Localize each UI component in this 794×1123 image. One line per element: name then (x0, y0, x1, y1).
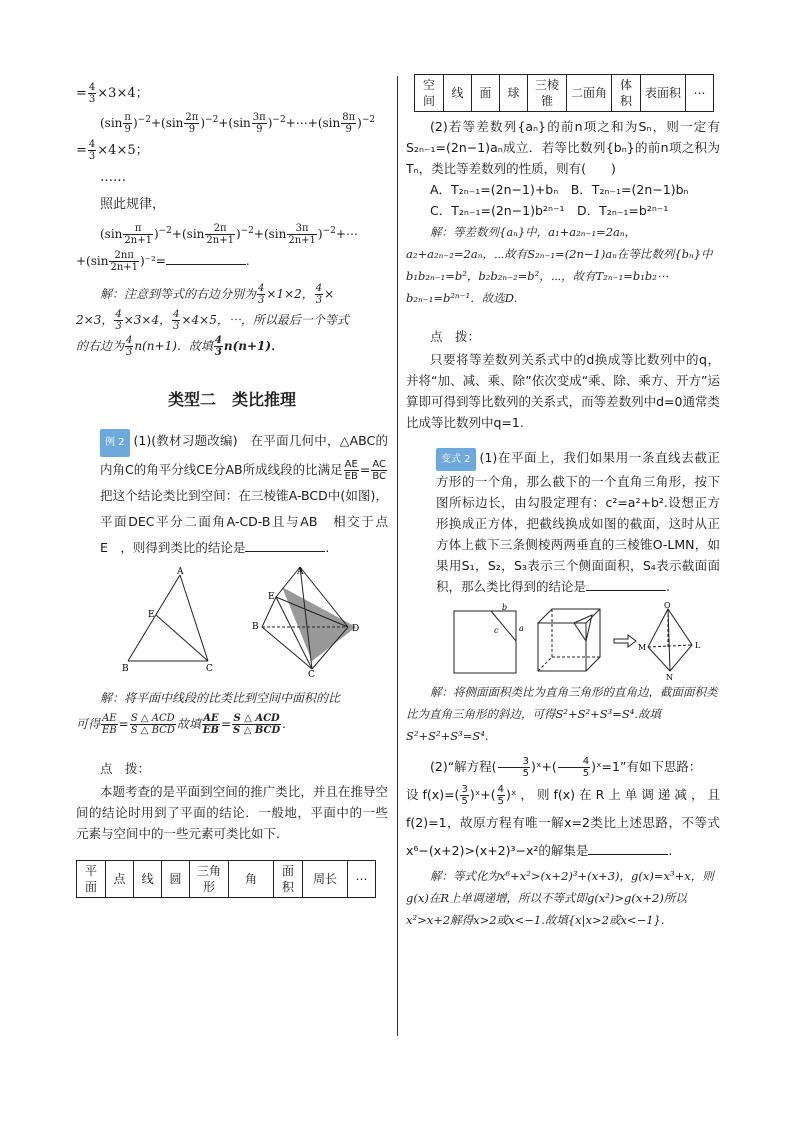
arrow-icon (614, 635, 636, 647)
label-a-tet: A (297, 567, 304, 577)
variant-2-part-2b: 设f(x)=( $\frac{3}{5}$ )ˣ+( $\frac{4}{5}$ )ˣ，则f(x)在R上单调递减，且f(2)=1，故原方程有唯一解x=2类比上述思路，不等式x⁶−(x+2)>(x+2)³−x²的解集是 . (406, 784, 720, 858)
variant-badge: 变式 2 (436, 448, 476, 471)
cell: 面积 (274, 861, 303, 898)
label-n: N (666, 673, 673, 681)
label-e: E (148, 610, 155, 620)
cell: ⋯ (686, 75, 714, 112)
cell: 点 (106, 861, 134, 898)
options-cd (430, 200, 720, 221)
label-a: A (177, 567, 184, 577)
option-b: B．T₂ₙ₋₁=(2n−1)bₙ (570, 182, 689, 197)
rule-text: 照此规律， (100, 197, 166, 212)
solution-5: 可得 $\frac{AE}{EB}$ = $\frac{\text{S △ ACD}}{\text{S △ BCD}}$ 故填 $\frac{AE}{EB}$ = $\frac{\text{S △ ACD}}{\text{S △ BCD}}$ . (76, 713, 286, 736)
section-title: 类型二 类比推理 (167, 390, 296, 409)
tetrahedron-abcd (262, 567, 356, 669)
variant-2-part-2: (2)“解方程( $\frac{3}{5}$ )ˣ+( $\frac{4}{5}$ )ˣ=1”有如下思路： (430, 756, 702, 779)
answer-blank-2 (245, 539, 325, 552)
cell: 三角形 (190, 861, 229, 898)
answer-blank-3 (586, 578, 666, 591)
solution-2: 2×3， $\frac{4}{3}$ ×3×4， $\frac{4}{3}$ ×4×5，⋯，所以最后一个等式 (76, 309, 349, 332)
cell: 线 (134, 861, 162, 898)
solution-variant-1: 解：将侧面面积类比为直角三角形的直角边，截面面积类比为直角三角形的斜边，可得S²+S²+S³=S⁴.故填S²+S²+S³=S⁴. (406, 685, 718, 743)
cell: 平面 (77, 861, 106, 898)
label-a-sq: a (519, 624, 524, 633)
cube-figure (538, 609, 600, 671)
cell: 体积 (612, 75, 641, 112)
label-l: L (695, 641, 701, 650)
hint-label: 点 拨： (100, 761, 151, 776)
space-table (414, 74, 714, 112)
eq-line-2: (sin $\frac{\pi}{9}$ )$^{-2}$+(sin $\frac{2\pi}{9}$ )$^{-2}$+(sin $\frac{3\pi}{9}$ )$^{-2}$+⋯+(sin $\frac{8\pi}{9}$ )$^{-2}$ (100, 112, 376, 135)
eq-line-5: +(sin $\frac{2n\pi}{2n+1}$ )⁻²= . (76, 250, 250, 273)
figures-row (76, 565, 388, 677)
eq-line-1: = $\frac{4}{3}$ ×3×4； (76, 82, 149, 105)
ellipsis: …… (100, 170, 126, 185)
column-divider (397, 76, 398, 1036)
answer-blank-4 (588, 842, 668, 855)
variant-2: 变式 2 (1)在平面上，我们如果用一条直线去截正方形的一个角，那么截下的一个直角三角形，按下图所标边长，由勾股定理有：c²=a²+b².设想正方形换成正方体，把截线换成如图的截面，这时从正方体上截下三条侧棱两两垂直的三棱锥O-LMN，如果用S₁，S₂，S₃表示三个侧面面积，S₄表示截面面积，那么类比得到的结论是 . (436, 450, 720, 594)
solution-variant-2: 解：等式化为x⁶+x²>(x+2)³+(x+3)，g(x)=x³+x，则g(x)在R上单调递增，所以不等式即g(x²)>g(x+2)所以x²>x+2解得x>2或x<−1.故填{x|x>2或x<−1}. (406, 869, 714, 927)
triangle-figures (76, 565, 388, 677)
hint-right: 只要将等差数列关系式中的d换成等比数列中的q，并将“加、减、乘、除”依次变成“乘、除、乘方、开方”运算即可得到等比数列的关系式，而等差数列中d=0通常类比成等比数列中q=1. (406, 352, 720, 430)
example-badge: 例 2 (100, 429, 130, 457)
plane-table (76, 860, 376, 898)
option-c: C．T₂ₙ₋₁=(2n−1)b²ⁿ⁻¹ (430, 203, 565, 218)
right-column (406, 74, 720, 931)
hint-label-right: 点 拨： (430, 329, 481, 344)
label-b-tet: B (252, 622, 259, 632)
label-e-tet: E (268, 592, 275, 602)
cell: ⋯ (348, 861, 376, 898)
solution-3: 的右边为 $\frac{4}{3}$ n(n+1)．故填 $\frac{4}{3}$ n(n+1)． (76, 335, 284, 358)
cell: 圆 (162, 861, 190, 898)
label-m: M (638, 643, 647, 652)
solution-1: 解：注意到等式的右边分别为 $\frac{4}{3}$ ×1×2， $\frac{4}{3}$ × (100, 283, 335, 306)
cell: 角 (229, 861, 274, 898)
solution-q2: 解：等差数列{aₙ}中，a₁+a₂ₙ₋₁=2aₙ，a₂+a₂ₙ₋₂=2aₙ，⋯故有S₂ₙ₋₁=(2n−1)aₙ在等比数列{bₙ}中b₁b₂ₙ₋₁=b²，b₂b₂ₙ₋₂=b²，⋯，故有T₂ₙ₋₁=b₁b₂⋯b₂ₙ₋₁=b²ⁿ⁻¹．故选D. (406, 225, 713, 305)
eq-line-3: = $\frac{4}{3}$ ×4×5； (76, 139, 149, 162)
cell: 二面角 (567, 75, 612, 112)
question-2: (2)若等差数列{aₙ}的前n项之和为Sₙ，则一定有S₂ₙ₋₁=(2n−1)aₙ成立．若等比数列{bₙ}的前n项之积为Tₙ，类比等差数列的性质，则有( ) (406, 119, 720, 176)
cell: 面 (472, 75, 500, 112)
solution-4: 解：将平面中线段的比类比到空间中面积的比 (100, 691, 341, 705)
label-o: O (664, 601, 671, 610)
variant-figures (406, 601, 720, 681)
answer-blank (166, 252, 246, 265)
cell: 三棱锥 (528, 75, 567, 112)
cell: 空间 (415, 75, 444, 112)
square-figure (454, 611, 516, 673)
label-c: C (206, 664, 213, 674)
square-cube-figures (406, 601, 720, 681)
option-d: D．T₂ₙ₋₁=b²ⁿ⁻¹ (577, 203, 669, 218)
eq-line-4: (sin $\frac{\pi}{2n+1}$ )$^{-2}$+(sin $\frac{2\pi}{2n+1}$ )$^{-2}$+(sin $\frac{3\pi}{2n+1}$ )$^{-2}$+⋯ (100, 223, 358, 246)
cell: 球 (500, 75, 528, 112)
left-column (76, 80, 388, 898)
label-c-sq: c (494, 626, 499, 635)
cell: 周长 (303, 861, 348, 898)
label-b: B (122, 664, 129, 674)
example-2: 例 2 (1)(教材习题改编) 在平面几何中，△ABC的内角C的角平分线CE分AB所成线段的比满足 $\frac{AE}{EB}$ = $\frac{AC}{BC}$ 把这个结论类比到空间：在三棱锥A-BCD中(如图)，平面DEC平分二面角A-CD-B且与AB 相交于点E ，则得到类比的结论是 . (100, 428, 388, 561)
label-d-tet: D (352, 624, 360, 634)
cell: 表面积 (641, 75, 686, 112)
tetra-olmn (648, 609, 692, 671)
label-b-sq: b (502, 603, 508, 612)
cell: 线 (444, 75, 472, 112)
option-a: A．T₂ₙ₋₁=(2n−1)+bₙ (430, 182, 559, 197)
triangle-abc (128, 575, 208, 661)
label-c-tet: C (308, 670, 315, 677)
hint-text: 本题考查的是平面到空间的推广类比，并且在推导空间的结论时用到了平面的结论．一般地，平面中的一些元素与空间中的一些元素可类比如下． (76, 784, 388, 841)
options-ab (430, 179, 720, 200)
